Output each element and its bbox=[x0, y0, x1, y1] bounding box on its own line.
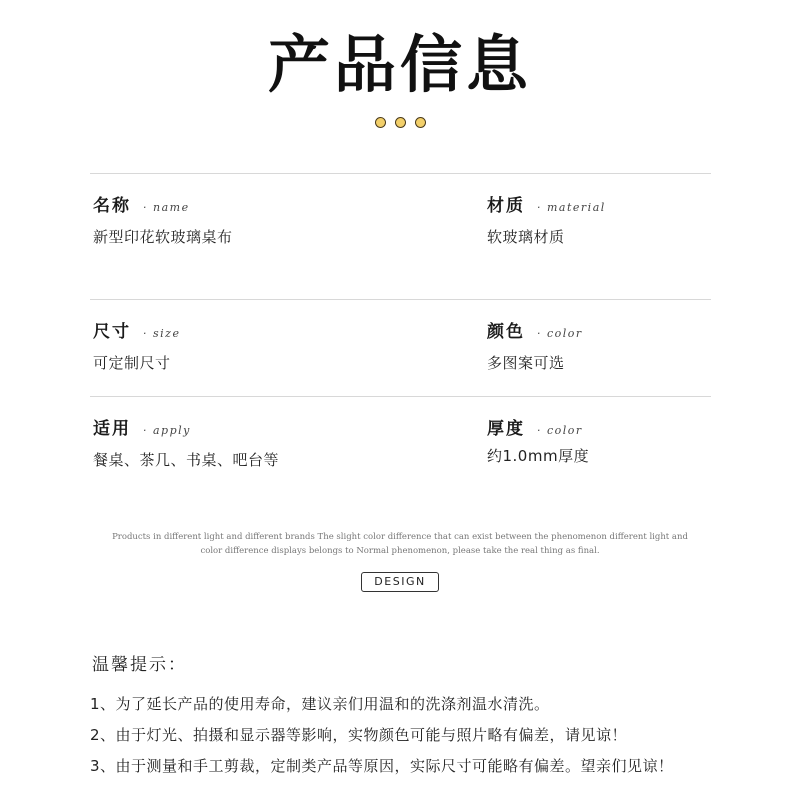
dot-icon bbox=[395, 117, 406, 128]
spec-label: 名称 bbox=[93, 196, 131, 216]
spec-name bbox=[93, 191, 233, 247]
spec-label: 颜色 bbox=[487, 322, 525, 342]
spec-label-en: · color bbox=[537, 424, 583, 437]
page-title: 产品信息 bbox=[267, 28, 532, 101]
spec-value: 可定制尺寸 bbox=[93, 354, 171, 372]
design-badge: DESIGN bbox=[361, 572, 439, 592]
spec-value: 多图案可选 bbox=[487, 354, 565, 372]
tips-title: 温馨提示： bbox=[92, 655, 187, 675]
spec-label: 材质 bbox=[487, 196, 525, 216]
spec-material bbox=[487, 191, 606, 247]
spec-thickness bbox=[487, 414, 589, 466]
spec-label-en: · apply bbox=[143, 424, 191, 437]
spec-size bbox=[93, 317, 180, 373]
tip-item: 3、由于测量和手工剪裁，定制类产品等原因，实际尺寸可能略有偏差。望亲们见谅！ bbox=[90, 757, 674, 775]
spec-label-en: · size bbox=[143, 327, 181, 340]
spec-label-en: · color bbox=[537, 327, 583, 340]
disclaimer-line: color difference displays belongs to Normal phenomenon, please take the real thing as final. bbox=[200, 546, 600, 556]
spec-value: 软玻璃材质 bbox=[487, 228, 565, 246]
spec-label-en: · name bbox=[143, 201, 190, 214]
dot-icon bbox=[375, 117, 386, 128]
spec-color bbox=[487, 317, 583, 373]
spec-value: 新型印花软玻璃桌布 bbox=[93, 228, 233, 246]
spec-label: 厚度 bbox=[487, 419, 525, 439]
tip-item: 1、为了延长产品的使用寿命，建议亲们用温和的洗涤剂温水清洗。 bbox=[90, 695, 550, 713]
color-disclaimer bbox=[100, 530, 700, 558]
dot-icon bbox=[415, 117, 426, 128]
divider bbox=[90, 396, 711, 397]
disclaimer-line: Products in different light and different brands The slight color difference that can exist between the phenomenon different light and bbox=[112, 532, 688, 542]
spec-label: 适用 bbox=[93, 419, 131, 439]
spec-label-en: · material bbox=[537, 201, 606, 214]
decorative-dots bbox=[0, 117, 800, 128]
spec-value: 餐桌、茶几、书桌、吧台等 bbox=[93, 451, 280, 469]
spec-apply bbox=[93, 414, 279, 470]
tip-item: 2、由于灯光、拍摄和显示器等影响，实物颜色可能与照片略有偏差，请见谅！ bbox=[90, 726, 628, 744]
spec-value: 约1.0mm厚度 bbox=[487, 447, 590, 465]
divider bbox=[90, 299, 711, 300]
spec-label: 尺寸 bbox=[93, 322, 131, 342]
divider bbox=[90, 173, 711, 174]
